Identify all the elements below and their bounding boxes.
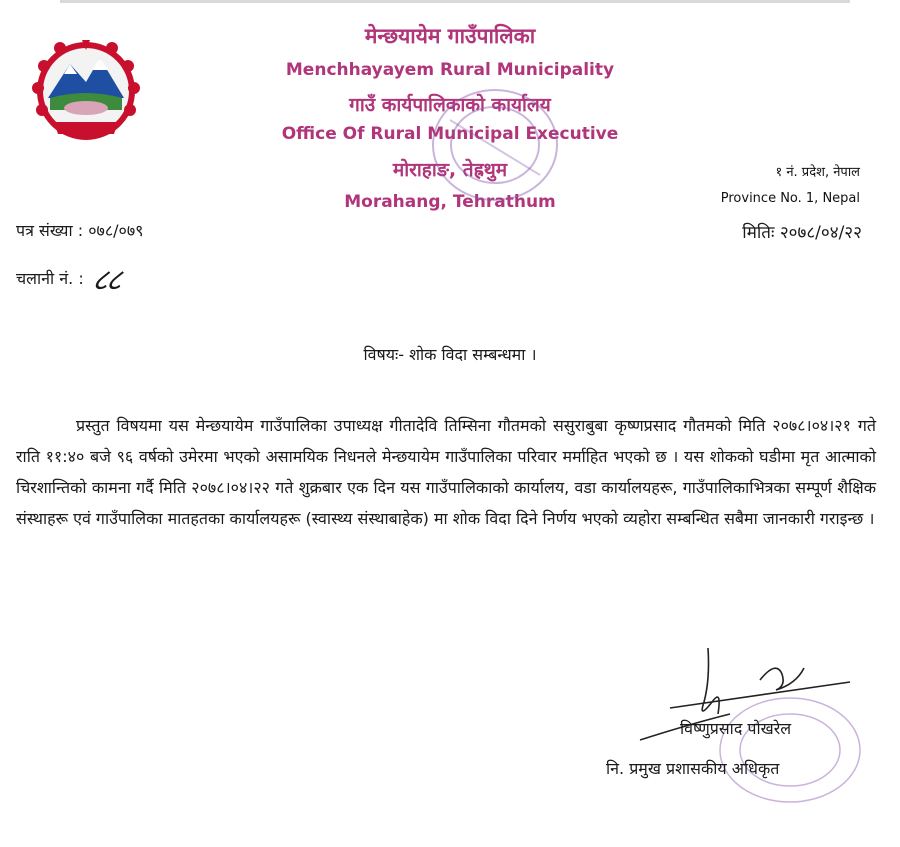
- letter-date: [742, 220, 862, 243]
- office-seal-stamp-icon: [420, 80, 570, 210]
- province-english: Province No. 1, Nepal: [720, 191, 860, 206]
- letter-subject: विषयः- शोक विदा सम्बन्धमा ।: [363, 345, 537, 364]
- location-nepali: मोराहाङ, तेह्रथुम: [392, 159, 508, 181]
- province-nepali: १ नं. प्रदेश, नेपाल: [775, 165, 860, 180]
- office-name-nepali: गाउँ कार्यपालिकाको कार्यालय: [349, 94, 551, 116]
- scan-top-edge: [60, 0, 850, 3]
- location-english: Morahang, Tehrathum: [344, 192, 556, 212]
- dispatch-number: [16, 258, 123, 299]
- municipality-name-english: Menchhayayem Rural Municipality: [285, 60, 615, 80]
- signatory-name: विष्णुप्रसाद पोखरेल: [680, 719, 792, 738]
- municipality-name-nepali: मेन्छयायेम गाउँपालिका: [364, 24, 536, 48]
- letter-body: प्रस्तुत विषयमा यस मेन्छयायेम गाउँपालिका उपाध्यक्ष गीतादेवि तिम्सिना गौतमको ससुराबुबा कृष्णप्रसाद गौतमको मिति २०७८।०४।२१ गते राति ११:४० बजे ९६ वर्षको उमेरमा भएको असामयिक निधनले मेन्छयायेम गाउँपालिका परिवार मर्माहित भएको छ । यस शोकको घडीमा मृत आत्माको चिरशान्तिको कामना गर्दै मिति २०७८।०४।२२ गते शुक्रबार एक दिन यस गाउँपालिकाको कार्यालय, वडा कार्यालयहरू, गाउँपालिकाभित्रका सम्पूर्ण शैक्षिक संस्थाहरू एवं गाउँपालिका मातहतका कार्यालयहरू (स्वास्थ्य संस्थाबाहेक) मा शोक विदा दिने निर्णय भएको व्यहोरा सम्बन्धित सबैमा जानकारी गराइन्छ ।: [16, 416, 876, 528]
- reference-number: [16, 219, 144, 241]
- office-name-english: Office Of Rural Municipal Executive: [281, 124, 619, 144]
- government-emblem-icon: [30, 36, 142, 146]
- date-value: २०७८/०४/२२: [779, 223, 862, 243]
- dispatch-value-handwritten: ८८: [90, 263, 123, 298]
- reference-value: ०७८/०७९: [88, 221, 144, 240]
- reference-label: पत्र संख्या :: [16, 221, 84, 240]
- dispatch-label: चलानी नं. :: [16, 269, 84, 288]
- signatory-title: नि. प्रमुख प्रशासकीय अधिकृत: [606, 759, 780, 778]
- date-label: मितिः: [742, 223, 775, 243]
